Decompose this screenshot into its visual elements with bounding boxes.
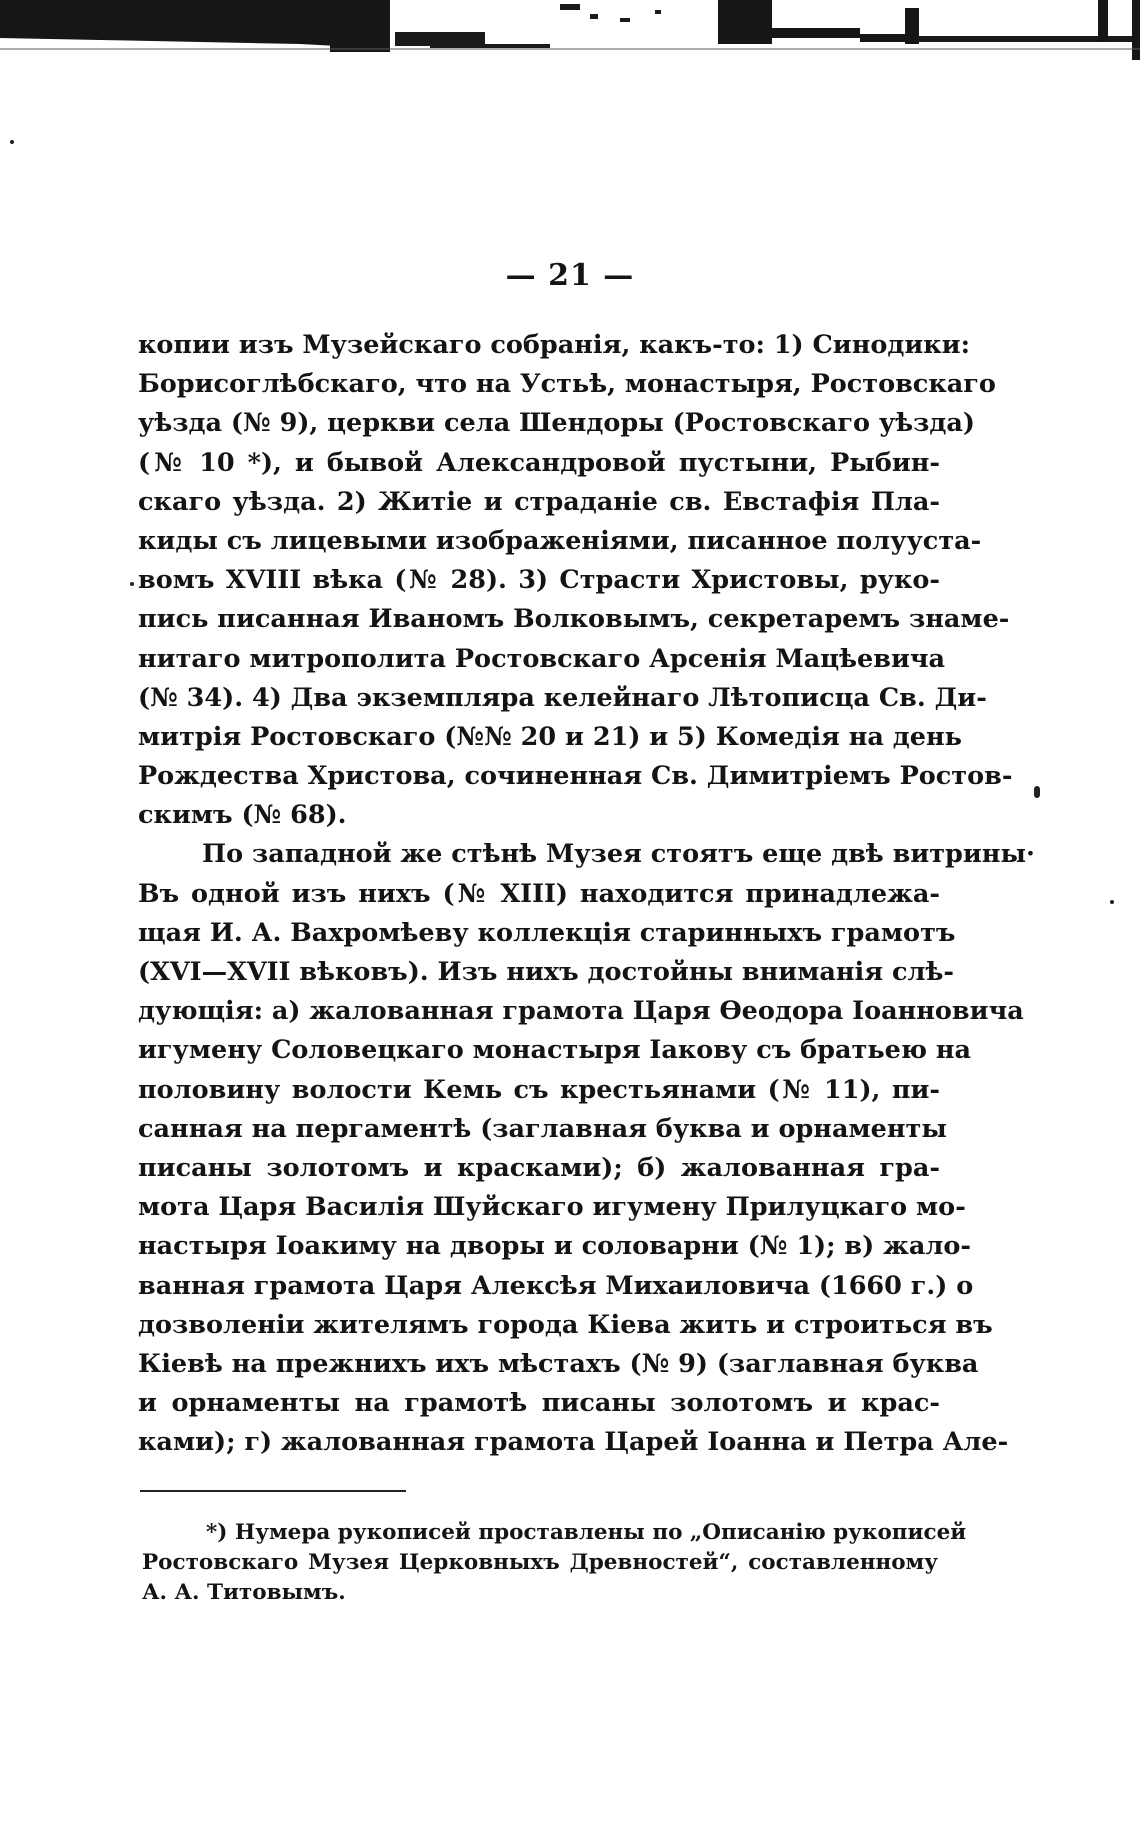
text-line: ками); г) жалованная грамота Царей Іоанна и Петра Але- (138, 1427, 1009, 1458)
text-line: дозволеніи жителямъ города Кіева жить и строиться въ (138, 1309, 993, 1340)
text-line: (XVI—XVII вѣковъ). Изъ нихъ достойны вниманія слѣ- (138, 957, 954, 987)
scan-speck (10, 140, 14, 144)
text-line: половину волости Кемь съ крестьянами (№ 11), пи- (138, 1074, 940, 1105)
text-line: ванная грамота Царя Алексѣя Михаиловича (1660 г.) о (138, 1270, 974, 1301)
text-line: киды съ лицевыми изображеніями, писанное полууста- (138, 525, 982, 556)
text-line: дующія: а) жалованная грамота Царя Ѳеодора Іоанновича (138, 996, 1024, 1027)
text-line: и орнаменты на грамотѣ писаны золотомъ и крас- (138, 1388, 940, 1419)
text-line: писаны золотомъ и красками); б) жалованная гра- (138, 1152, 940, 1183)
paragraph-2 (138, 835, 1035, 1462)
text-line: вомъ XVIII вѣка (№ 28). 3) Страсти Христовы, руко- (138, 565, 940, 596)
text-line: (№ 34). 4) Два экземпляра келейнаго Лѣтописца Св. Ди- (138, 682, 987, 713)
scan-speck (1034, 786, 1040, 798)
footnote-separator (140, 1490, 406, 1492)
scan-top-edge (0, 0, 1140, 60)
text-line: пись писанная Иваномъ Волковымъ, секретаремъ знаме- (138, 604, 1010, 635)
page-number: — 21 — (505, 258, 635, 293)
body-text (138, 326, 1035, 1462)
scan-speck (1110, 900, 1114, 904)
text-line: копии изъ Музейскаго собранія, какъ-то: 1) Синодики: (138, 330, 971, 360)
footnote-line: Ростовскаго Музея Церковныхъ Древностей“, составленному (142, 1550, 938, 1575)
text-line: санная на пергаментѣ (заглавная буква и орнаменты (138, 1113, 947, 1144)
text-line: уѣзда (№ 9), церкви села Шендоры (Ростовскаго уѣзда) (138, 408, 975, 439)
text-line: игумену Соловецкаго монастыря Іакову съ братьею на (138, 1035, 972, 1066)
text-line: Въ одной изъ нихъ (№ XIII) находится принадлежа- (138, 878, 940, 909)
paragraph-1 (138, 326, 1013, 835)
scan-speck (130, 582, 134, 586)
text-line: Рождества Христова, сочиненная Св. Димитріемъ Ростов- (138, 761, 1013, 792)
text-line: скаго уѣзда. 2) Житіе и страданіе св. Евстафія Пла- (138, 486, 940, 517)
text-line: настыря Іоакиму на дворы и соловарни (№ 1); в) жало- (138, 1231, 971, 1262)
footnote-line: *) Нумера рукописей проставлены по „Описанію рукописей (206, 1520, 967, 1545)
text-line: Борисоглѣбскаго, что на Устьѣ, монастыря, Ростовскаго (138, 369, 996, 400)
text-line: нитаго митрополита Ростовскаго Арсенія Мацѣевича (138, 643, 946, 674)
text-line: скимъ (№ 68). (138, 800, 347, 831)
text-line: щая И. А. Вахромѣеву коллекція старинныхъ грамотъ (138, 917, 956, 948)
text-line: митрія Ростовскаго (№№ 20 и 21) и 5) Комедія на день (138, 721, 962, 752)
text-line: Кіевѣ на прежнихъ ихъ мѣстахъ (№ 9) (заглавная буква (138, 1348, 979, 1379)
text-line: По западной же стѣнѣ Музея стоятъ еще двѣ витрины· (202, 839, 1035, 870)
footnote-line: А. А. Титовымъ. (142, 1580, 346, 1605)
text-line: (№ 10 *), и бывой Александровой пустыни, Рыбин- (138, 447, 940, 478)
text-line: мота Царя Василія Шуйскаго игумену Прилуцкаго мо- (138, 1192, 966, 1223)
footnote (142, 1518, 967, 1608)
